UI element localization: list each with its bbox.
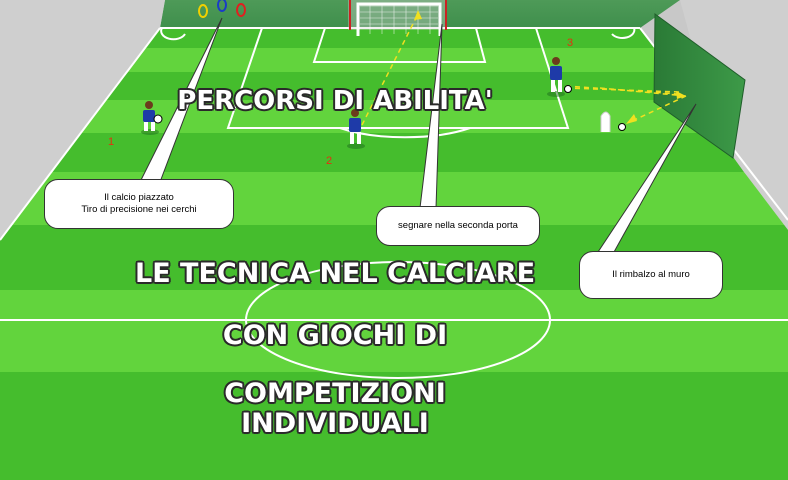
station-number-1: 1: [108, 136, 115, 148]
small-goal: [601, 112, 610, 132]
headline-line1: LE TECNICA NEL CALCIARE: [134, 258, 536, 289]
callout-piazzato-line2: Tiro di precisione nei cerchi: [81, 204, 197, 215]
callout-seconda-porta: segnare nella seconda porta: [376, 206, 540, 246]
page-title: PERCORSI DI ABILITA': [177, 86, 493, 116]
callout-calcio-piazzato: [44, 179, 234, 229]
station-number-2: 2: [326, 155, 333, 167]
headline-line2: CON GIOCHI DI: [222, 320, 448, 351]
station-number-3: 3: [567, 37, 574, 49]
ball: [619, 124, 626, 131]
callout-piazzato-line1: Il calcio piazzato: [104, 192, 174, 204]
callout-rimbalzo: Il rimbalzo al muro: [579, 251, 723, 299]
headline-line3: COMPETIZIONI: [224, 378, 446, 409]
headline-line4: INDIVIDUALI: [241, 408, 429, 439]
